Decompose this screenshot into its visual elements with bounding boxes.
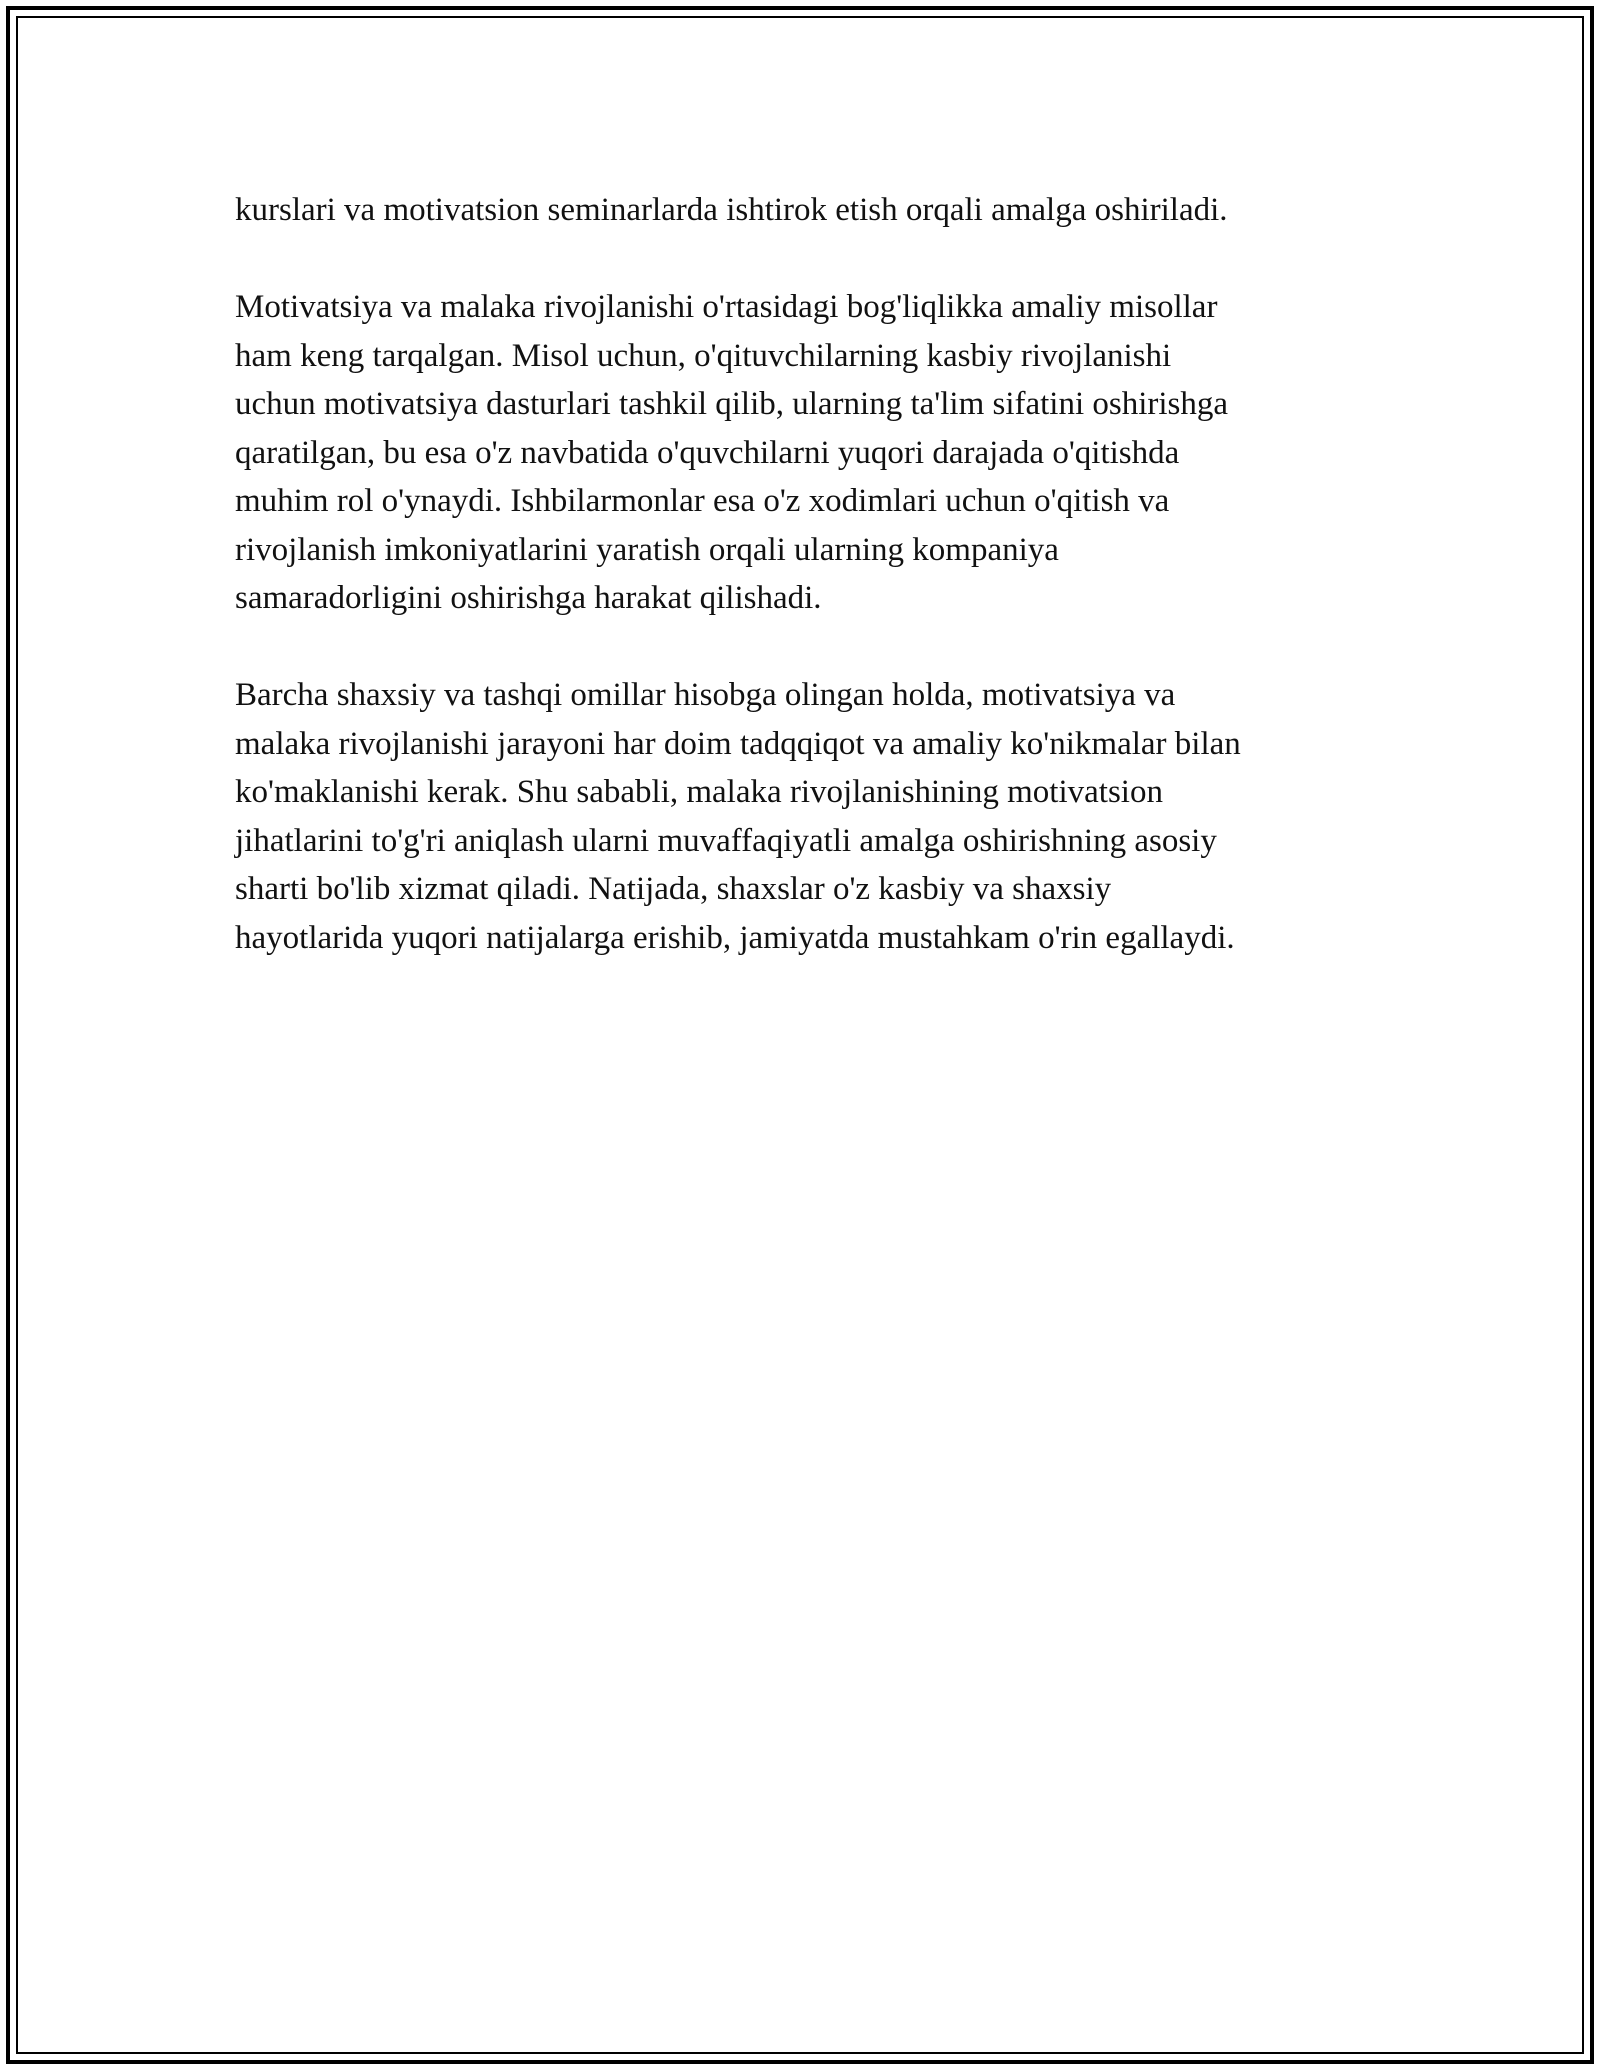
text-line: malaka rivojlanishi jarayoni har doim tadqqiqot va amaliy ko'nikmalar bilan [235,725,1241,762]
text-line: kurslari va motivatsion seminarlarda ishtirok etish orqali amalga oshiriladi. [235,192,1228,228]
text-line: qaratilgan, bu esa o'z navbatida o'quvchilarni yuqori darajada o'qitishda [235,434,1180,471]
document-body [235,186,1375,1011]
text-line: rivojlanish imkoniyatlarini yaratish orqali ularning kompaniya [235,531,1059,568]
paragraph-2 [235,283,1375,623]
text-line: ham keng tarqalgan. Misol uchun, o'qituvchilarning kasbiy rivojlanishi [235,337,1172,374]
paragraph-3 [235,671,1375,962]
text-line: Barcha shaxsiy va tashqi omillar hisobga olingan holda, motivatsiya va [235,677,1176,713]
text-line: Motivatsiya va malaka rivojlanishi o'rtasidagi bog'liqlikka amaliy misollar [235,289,1218,325]
paragraph-1 [235,186,1375,235]
text-line: samaradorligini oshirishga harakat qilishadi. [235,580,822,616]
text-line: jihatlarini to'g'ri aniqlash ularni muvaffaqiyatli amalga oshirishning asosiy [235,822,1217,859]
text-line: ko'maklanishi kerak. Shu sababli, malaka rivojlanishining motivatsion [235,774,1163,810]
text-line: hayotlarida yuqori natijalarga erishib, jamiyatda mustahkam o'rin egallaydi. [235,919,1235,956]
text-line: muhim rol o'ynaydi. Ishbilarmonlar esa o'z xodimlari uchun o'qitish va [235,483,1170,519]
text-line: sharti bo'lib xizmat qiladi. Natijada, shaxslar o'z kasbiy va shaxsiy [235,871,1112,907]
text-line: uchun motivatsiya dasturlari tashkil qilib, ularning ta'lim sifatini oshirishga [235,386,1229,422]
